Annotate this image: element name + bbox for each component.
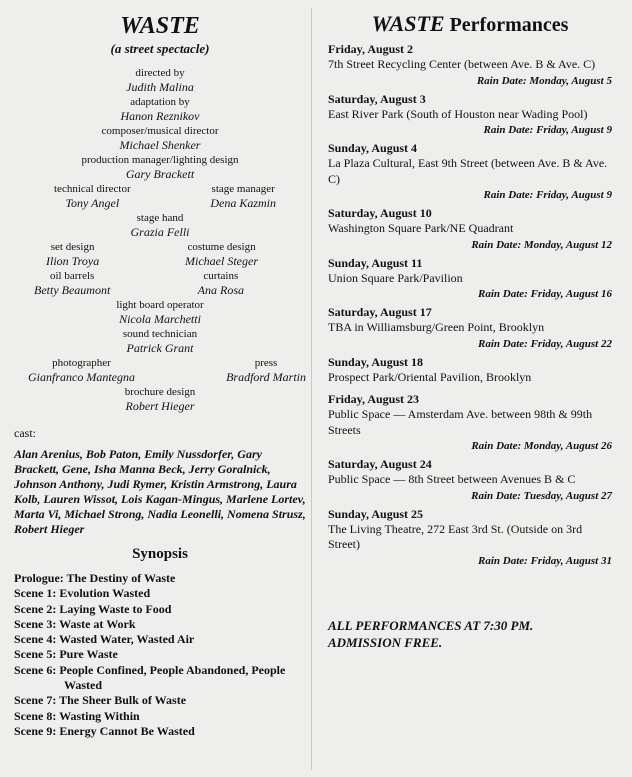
admission-time: ALL PERFORMANCES AT 7:30 PM. — [328, 617, 534, 633]
credit-set-design — [46, 240, 99, 269]
credit-stage-hand — [14, 211, 306, 240]
scene-item: Scene 1: Evolution Wasted — [14, 586, 151, 601]
credit-role: oil barrels — [50, 270, 95, 282]
performance-day: Sunday, August 18 — [328, 354, 424, 369]
performance-day: Saturday, August 17 — [328, 305, 432, 319]
scene-item: Scene 2: Laying Waste to Food — [14, 601, 172, 616]
performance-entry — [328, 304, 612, 352]
performances-title-word: WASTE — [371, 11, 445, 36]
credit-name: Ana Rosa — [197, 283, 244, 297]
credit-role: costume design — [187, 241, 256, 253]
credit-role: directed by — [135, 67, 185, 79]
performance-entry — [328, 506, 612, 569]
performance-day: Saturday, August 24 — [328, 457, 432, 471]
credit-name: Robert Hieger — [125, 399, 195, 413]
credit-name: Grazia Felli — [130, 225, 190, 239]
credit-role: brochure design — [124, 386, 196, 398]
scene-item: Scene 6: People Confined, People Abandoned, People Wasted — [14, 662, 286, 693]
credit-name: Hanon Reznikov — [120, 109, 200, 123]
credit-stage-manager — [210, 182, 276, 211]
performances-panel — [328, 12, 612, 651]
performance-entry — [328, 205, 612, 253]
performance-entry — [328, 354, 612, 386]
credit-production-manager — [14, 153, 306, 182]
performances-title-rest: Performances — [449, 14, 569, 36]
credit-brochure — [14, 385, 306, 414]
credit-directed — [14, 66, 306, 95]
performance-venue: Public Space — Amsterdam Ave. between 98th & 99th Streets — [328, 407, 593, 437]
credit-name: Judith Malina — [126, 80, 194, 94]
performance-venue: The Living Theatre, 272 East 3rd St. (Outside on 3rd Street) — [328, 521, 583, 551]
scene-item: Scene 8: Wasting Within — [14, 708, 140, 723]
scene-list — [14, 571, 306, 739]
credit-role: stage hand — [136, 212, 184, 224]
credit-costume-design — [185, 240, 258, 269]
credit-role: technical director — [54, 183, 131, 195]
performance-venue: La Plaza Cultural, East 9th Street (between Ave. B & Ave. C) — [328, 156, 608, 186]
credit-pair-media — [14, 356, 306, 385]
credit-name: Bradford Martin — [226, 370, 306, 384]
credit-role: light board operator — [116, 299, 204, 311]
performance-entry — [328, 255, 612, 303]
credit-name: Tony Angel — [65, 196, 120, 210]
credit-role: press — [254, 357, 278, 369]
performance-rain-date: Rain Date: Friday, August 16 — [478, 288, 612, 300]
credit-name: Betty Beaumont — [34, 283, 111, 297]
credit-role: adaptation by — [130, 96, 190, 108]
performance-day: Sunday, August 4 — [328, 141, 418, 155]
credit-role: composer/musical director — [101, 125, 219, 137]
credit-pair-tech — [14, 182, 306, 211]
credit-pair-props — [14, 269, 306, 298]
performance-day: Sunday, August 11 — [328, 255, 423, 270]
performance-entry — [328, 140, 612, 203]
credit-name: Patrick Grant — [126, 341, 194, 355]
performance-day: Friday, August 23 — [328, 392, 420, 406]
credit-name: Gianfranco Mantegna — [28, 370, 135, 384]
performance-venue: Washington Square Park/NE Quadrant — [328, 221, 514, 235]
performance-venue: East River Park (South of Houston near Wading Pool) — [328, 106, 588, 121]
fold-divider — [311, 8, 312, 770]
credit-photographer — [28, 356, 135, 385]
cast-list: Alan Arenius, Bob Paton, Emily Nussdorfer, Gary Brackett, Gene, Isha Manna Beck, Jerry Goralnick, Johnson Anthony, Judi Rymer, Kristin Armstrong, Laura Kolb, Lauren Wissot, Lois Kagan-Mingus, Marlene Lortev, Marta Vi, Michael Strong, Nadia Leonelli, Nomena Strusz, Robert Hieger — [14, 447, 306, 536]
admission-price: ADMISSION FREE. — [328, 634, 443, 650]
performance-rain-date: Rain Date: Tuesday, August 27 — [471, 489, 612, 502]
credit-name: Nicola Marchetti — [119, 312, 201, 326]
show-subtitle: (a street spectacle) — [110, 41, 210, 56]
show-title: WASTE — [120, 13, 200, 39]
credit-light-board — [14, 298, 306, 327]
credit-pair-design — [14, 240, 306, 269]
credit-role: production manager/lighting design — [81, 154, 239, 166]
performance-day: Sunday, August 25 — [328, 506, 424, 521]
credit-role: curtains — [203, 270, 239, 282]
performances-title — [328, 12, 612, 37]
scene-item: Prologue: The Destiny of Waste — [14, 571, 176, 585]
performance-day: Friday, August 2 — [328, 42, 414, 56]
performance-rain-date: Rain Date: Friday, August 9 — [483, 189, 612, 201]
credit-name: Michael Shenker — [119, 138, 201, 152]
performance-entry — [328, 456, 612, 504]
synopsis-heading: Synopsis — [132, 546, 188, 562]
scene-item: Scene 4: Wasted Water, Wasted Air — [14, 632, 195, 647]
performance-day: Saturday, August 10 — [328, 206, 432, 220]
credit-adaptation — [14, 95, 306, 124]
credit-name: Ilion Troya — [46, 254, 100, 268]
admission-note — [328, 617, 612, 651]
credit-name: Michael Steger — [185, 254, 258, 268]
credit-role: stage manager — [211, 183, 275, 195]
performance-day: Saturday, August 3 — [328, 91, 426, 106]
credit-curtains — [198, 269, 244, 298]
scene-item: Scene 3: Waste at Work — [14, 616, 136, 631]
performance-venue: Union Square Park/Pavilion — [328, 270, 463, 285]
scene-item: Scene 5: Pure Waste — [14, 647, 118, 662]
credit-name: Gary Brackett — [125, 167, 195, 181]
credit-role: photographer — [52, 357, 111, 369]
performance-rain-date: Rain Date: Friday, August 9 — [483, 124, 612, 136]
performance-rain-date: Rain Date: Friday, August 22 — [478, 337, 612, 350]
credits-panel — [14, 12, 306, 739]
performance-entry — [328, 91, 612, 139]
performance-rain-date: Rain Date: Monday, August 5 — [476, 74, 612, 87]
credit-sound — [14, 327, 306, 356]
performance-rain-date: Rain Date: Friday, August 31 — [478, 554, 612, 567]
performance-rain-date: Rain Date: Monday, August 26 — [471, 440, 612, 452]
credit-technical-director — [54, 182, 131, 211]
credit-name: Dena Kazmin — [210, 196, 276, 210]
credit-role: set design — [50, 241, 95, 253]
performance-venue: Prospect Park/Oriental Pavilion, Brooklyn — [328, 369, 532, 384]
credit-role: sound technician — [122, 328, 198, 340]
performance-entry — [328, 41, 612, 89]
performance-entry — [328, 391, 612, 454]
performance-venue: Public Space — 8th Street between Avenues B & C — [328, 472, 576, 486]
credit-composer — [14, 124, 306, 153]
credit-press — [226, 356, 306, 385]
performance-rain-date: Rain Date: Monday, August 12 — [471, 238, 612, 251]
performance-venue: TBA in Williamsburg/Green Point, Brooklyn — [328, 320, 545, 334]
credit-oil-barrels — [34, 269, 110, 298]
cast-label: cast: — [14, 426, 36, 440]
performance-venue: 7th Street Recycling Center (between Ave. B & Ave. C) — [328, 57, 596, 71]
scene-item: Scene 9: Energy Cannot Be Wasted — [14, 723, 195, 738]
scene-item: Scene 7: The Sheer Bulk of Waste — [14, 693, 187, 708]
